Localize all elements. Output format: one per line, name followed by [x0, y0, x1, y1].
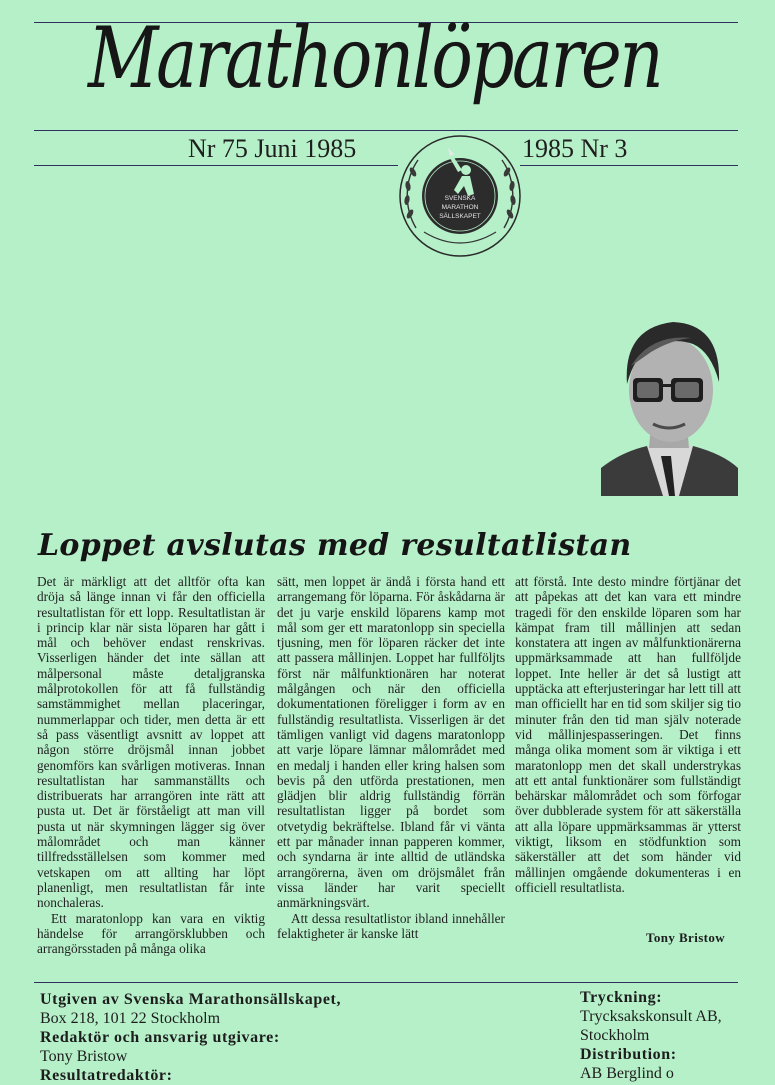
imprint-editor-name: Tony Bristow	[40, 1048, 128, 1065]
imprint-editor-label: Redaktör och ansvarig utgivare:	[40, 1029, 280, 1046]
masthead-rule-upper	[34, 130, 738, 131]
article-headline: Loppet avslutas med resultatlistan	[38, 528, 632, 563]
article-paragraph: att förstå. Inte desto mindre förtjänar det att påpekas att det kan vara ett mindre tragedi för den enskilde löparen som har kämpat fram till mållinjen att sedan konstatera att ingen av målfunktionärerna uppmärksammade att han fullföljde loppet. Inte heller är det så lustigt att upptäcka att efterjusteringar har lett till att man officiellt har en tid som skiljer sig tio minuter från den tid man själv noterade vid mållinjespasseringen. Det finns många olika moment som är viktiga i ett maratonlopp men det skall understrykas att ett antal funktionärer som fullständigt behärskar målområdet och som förfogar över dubblerade system för att säkerställa att alla löpare uppmärksammas är ytterst viktigt, liksom en stödfunktion som säkerställer att det som händer vid mållinjen omgående dokumenteras i en officiell resultatlista.	[515, 574, 741, 895]
article-paragraph: sätt, men loppet är ändå i första hand ett arrangemang för löparna. För åskådarna är det ju varje enskild löparens kamp mot mål som ger ett maratonlopp sin speciella tjusning, men för löparen räcker det inte att passera mållinjen. Loppet har fullföljts först när målfunktionären har noterat målgången och när den officiella dokumentationen föreligger i form av en fullständig resultatlista. Visserligen är det tämligen vanligt vid dagens maratonlopp att varje löpare lämnar målområdet med en medalj i handen eller kring halsen som bevis på den utförda prestationen, men glädjen blir aldrig fullständig förrän resultatlistan ligger på bordet som otvetydig bekräftelse. Ibland får vi vänta ett par månader innan papperen kommer, och syndarna är inte alltid de utländska arrangörerna, även om dröjsmålet från vissa länder har varit speciellt anmärkningsvärt.	[277, 574, 505, 911]
imprint-results-editor-label: Resultatredaktör:	[40, 1067, 173, 1084]
imprint-publisher: Utgiven av Svenska Marathonsällskapet,	[40, 991, 342, 1008]
article-column-2	[277, 574, 505, 941]
author-portrait-photo	[601, 306, 738, 496]
marathon-society-emblem	[396, 132, 524, 260]
emblem-text-2: MARATHON	[441, 204, 479, 211]
imprint-rule	[34, 982, 738, 983]
masthead-title: Marathonlöparen	[88, 9, 662, 107]
imprint-publisher-block	[40, 990, 341, 1085]
masthead-rule-left	[34, 165, 398, 166]
issue-number-right: 1985 Nr 3	[522, 134, 628, 163]
imprint-print-label: Tryckning:	[580, 989, 663, 1006]
article-paragraph: Det är märkligt att det alltför ofta kan dröja så länge innan vi får den officiella resultatlistan för ett lopp. Resultatlistan är i princip klar när sista löparen har gått i mål och behöver endast renskrivas. Visserligen händer det inte sällan att målpersonal måste detaljgranska målprotokollen för att få fullständig samstämmighet mellan placeringar, nummerlappar och tider, men detta är ett så pass väsentligt avsnitt av loppet att någon större dröjsmål innan jobbet genomförs kan svårligen motiveras. Innan resultatlistan har sammanställts och distribuerats har arrangören inte rätt att pusta ut. Det är förståeligt att man vill pusta ut när skymningen lägger sig över målområdet och man känner tillfredsställelsen som kommer med vetskapen om att allting har löpt planenligt, men resultatlistan får inte nonchaleras.	[37, 574, 265, 911]
article-column-1	[37, 574, 265, 956]
imprint-distributor: AB Berglind o	[580, 1065, 674, 1082]
article-paragraph: Att dessa resultatlistor ibland innehåller felaktigheter är kanske lätt	[277, 910, 505, 941]
article-byline: Tony Bristow	[646, 930, 726, 945]
imprint-address: Box 218, 101 22 Stockholm	[40, 1010, 221, 1027]
article-paragraph: Ett maratonlopp kan vara en viktig händelse för arrangörsklubben och arrangörsstaden på många olika	[37, 910, 265, 957]
article-column-3	[515, 574, 741, 895]
masthead-rule-right	[520, 165, 738, 166]
emblem-text-3: SÄLLSKAPET	[439, 213, 481, 220]
emblem-text-1: SVENSKA	[444, 195, 476, 202]
imprint-printer-name: Trycksakskonsult AB,	[580, 1008, 722, 1025]
imprint-printer-city: Stockholm	[580, 1027, 650, 1044]
issue-number-left: Nr 75 Juni 1985	[188, 134, 357, 163]
imprint-printing-block	[580, 988, 722, 1083]
imprint-distribution-label: Distribution:	[580, 1046, 677, 1063]
